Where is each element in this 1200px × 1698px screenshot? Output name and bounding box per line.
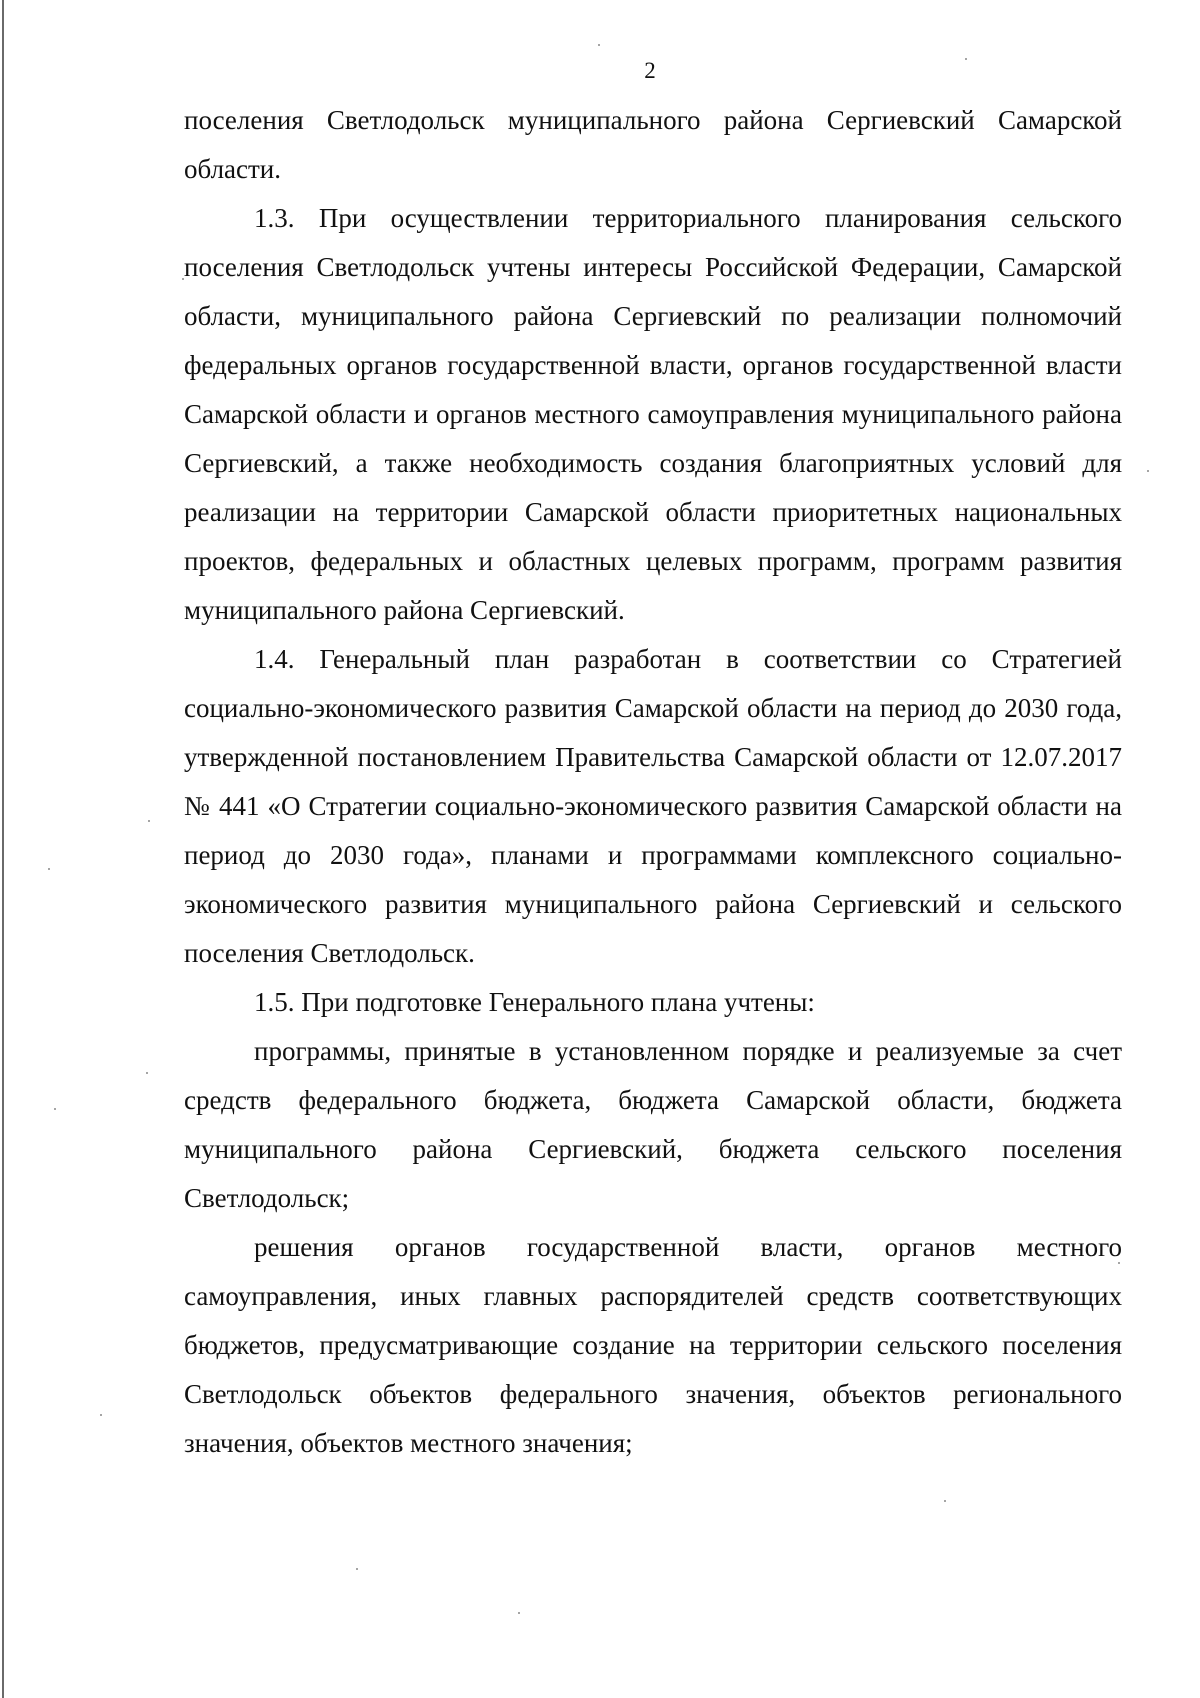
scan-speck xyxy=(48,868,50,870)
list-item-decisions: решения органов государственной власти, органов местного самоуправления, иных главных распорядителей средств соответствующих бюджетов, предусматривающие создание на территории сельского поселения Светлодольск объектов федерального значения, объектов регионального значения, объектов местного значения; xyxy=(184,1232,1122,1458)
scan-speck xyxy=(1118,1262,1120,1264)
scan-speck xyxy=(1147,470,1149,472)
paragraph-1-continuation: поселения Светлодольск муниципального района Сергиевский Самарской области. xyxy=(184,105,1122,184)
paragraph-1-5: 1.5. При подготовке Генерального плана учтены: xyxy=(254,987,815,1017)
scan-speck xyxy=(598,44,600,46)
page-number: 2 xyxy=(644,58,656,83)
document-body xyxy=(184,96,1122,1468)
paragraph-1-3: 1.3. При осуществлении территориального планирования сельского поселения Светлодольск учтены интересы Российской Федерации, Самарской области, муниципального района Сергиевский по реализации полномочий федеральных органов государственной власти, органов государственной власти Самарской области и органов местного самоуправления муниципального района Сергиевский, а также необходимость создания благоприятных условий для реализации на территории Самарской области приоритетных национальных проектов, федеральных и областных целевых программ, программ развития муниципального района Сергиевский. xyxy=(184,203,1122,625)
page-left-edge xyxy=(2,0,4,1698)
scan-speck xyxy=(944,1500,946,1502)
scan-speck xyxy=(54,1108,56,1110)
scan-speck xyxy=(518,1612,520,1614)
scan-speck xyxy=(100,1414,102,1416)
scan-speck xyxy=(148,820,150,822)
list-item-programs: программы, принятые в установленном порядке и реализуемые за счет средств федерального бюджета, бюджета Самарской области, бюджета муниципального района Сергиевский, бюджета сельского поселения Светлодольск; xyxy=(184,1036,1122,1213)
scan-speck xyxy=(182,278,184,280)
scan-speck xyxy=(356,1568,358,1570)
paragraph-1-4: 1.4. Генеральный план разработан в соответствии со Стратегией социально-экономического развития Самарской области на период до 2030 года, утвержденной постановлением Правительства Самарской области от 12.07.2017 № 441 «О Стратегии социально-экономического развития Самарской области на период до 2030 года», планами и программами комплексного социально-экономического развития муниципального района Сергиевский и сельского поселения Светлодольск. xyxy=(184,644,1122,968)
scan-speck xyxy=(146,1072,148,1074)
scan-speck xyxy=(965,58,967,60)
